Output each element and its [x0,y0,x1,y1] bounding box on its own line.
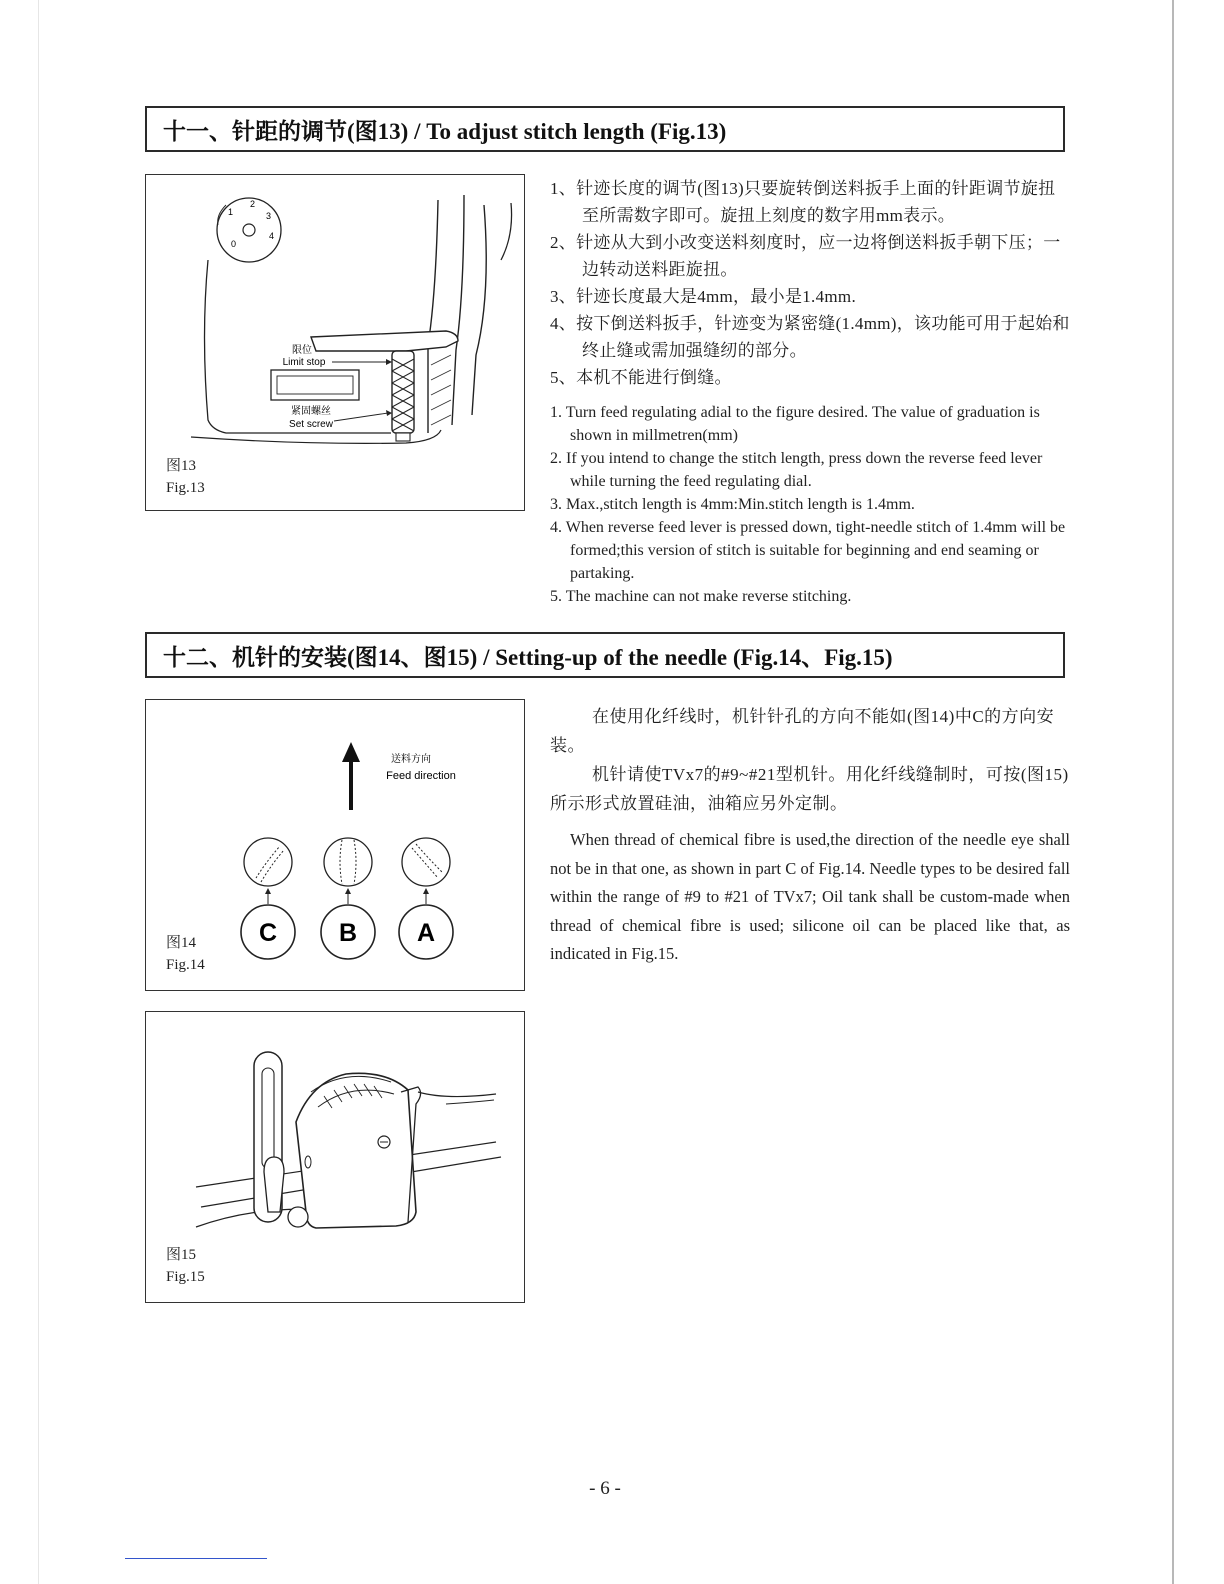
cn-item-5: 5、本机不能进行倒缝。 [550,368,732,387]
letter-a: A [416,919,436,947]
figure-13-caption [166,455,205,499]
letter-c: C [258,919,278,947]
figure-14-caption [166,932,205,976]
cn-item-3: 3、针迹长度最大是4mm，最小是1.4mm. [550,287,856,306]
figure-14-caption-cn: 图14 [166,935,197,951]
section-12-cn-para-1: 在使用化纤线时，机针针孔的方向不能如(图14)中C的方向安装。 [550,707,1055,755]
knob-base [396,433,410,441]
figure-13 [145,174,525,511]
letter-b: B [338,919,358,947]
figure-13-caption-en: Fig.13 [166,480,205,496]
set-screw-label-cn: 紧固螺丝 [291,406,331,417]
reverse-feed-lever [311,331,458,351]
section-12-heading [145,632,1065,678]
page-edge-left [38,0,39,1584]
dial-digit-2: 2 [250,199,256,209]
arm-hatching [431,355,451,425]
section-11-heading [145,106,1065,152]
limit-stop-arrow [386,359,392,365]
en-item-3: 3. Max.,stitch length is 4mm:Min.stitch length is 1.4mm. [550,496,915,513]
en-item-4: 4. When reverse feed lever is pressed down, tight-needle stitch of 1.4mm will be formed;this version of stitch is suitable for beginning and end seaming or partaking. [550,519,1066,582]
figure-15 [145,1011,525,1303]
limit-stop-label-cn: 限位 [292,345,312,356]
arm-line-1 [428,200,438,433]
arm-line-2 [452,195,464,425]
section-12-en-para: When thread of chemical fibre is used,the direction of the needle eye shall not be in that one, as shown in part C of Fig.14. Needle types to be desired fall within the range of #9 to #21 of TVx7; Oil tank shall be custom-made when thread of chemical fibre is used; silicone oil can be placed like that, as indicated in Fig.15. [550,830,1070,963]
dial-digit-3: 3 [266,211,272,221]
feed-direction-arrowhead [342,742,360,762]
section-12-title: 十二、机针的安装(图14、图15) / Setting-up of the needle (Fig.14、Fig.15) [163,644,893,670]
oil-tank-body [296,1073,416,1228]
limit-stop-label-en: Limit stop [282,357,326,368]
page-number: - 6 - [589,1478,621,1499]
needle-eye-c [244,838,292,886]
feed-direction-label-cn: 送料方向 [391,754,431,765]
figure-15-caption [166,1244,205,1288]
slot-window [271,370,359,400]
section-12-cn-para-2: 机针请使TVx7的#9~#21型机针。用化纤线缝制时，可按(图15)所示形式放置硅油，油箱应另外定制。 [550,765,1069,813]
set-screw-leader [334,413,388,421]
arrowhead-c [265,888,271,894]
section-11-en-list [550,401,1070,608]
section-11-cn-list [550,175,1070,391]
cn-item-1: 1、针迹长度的调节(图13)只要旋转倒送料扳手上面的针距调节旋扭至所需数字即可。旋扭上刻度的数字用mm表示。 [550,179,1056,225]
thread-out-1 [418,1092,496,1097]
arrowhead-a [423,888,429,894]
set-screw-label-en: Set screw [289,419,333,430]
bottom-knob [288,1207,308,1227]
figure-14 [145,699,525,991]
keyhole-piece [264,1157,284,1212]
figure-15-caption-cn: 图15 [166,1247,197,1263]
section-11-text [550,175,1070,608]
bottom-rule [125,1558,267,1559]
figure-14-caption-en: Fig.14 [166,957,205,973]
dial-digit-4: 4 [269,231,275,241]
section-12-text [550,702,1070,969]
arm-line-3 [472,205,486,415]
en-item-2: 2. If you intend to change the stitch length, press down the reverse feed lever while turning the feed regulating dial. [550,450,1043,490]
section-11-title: 十一、针距的调节(图13) / To adjust stitch length (Fig.13) [163,118,727,144]
arrowhead-b [345,888,351,894]
figure-15-caption-en: Fig.15 [166,1269,205,1285]
needle-eye-b [324,838,372,886]
set-screw-arrow [386,410,392,416]
en-item-1: 1. Turn feed regulating adial to the figure desired. The value of graduation is shown in millmetren(mm) [550,404,1040,444]
cn-item-2: 2、针迹从大到小改变送料刻度时，应一边将倒送料扳手朝下压；一边转动送料距旋扭。 [550,233,1061,279]
dial-digit-1: 1 [228,207,234,217]
arm-line-4 [501,203,512,260]
page-edge-right [1172,0,1174,1584]
thread-out-2 [446,1100,494,1104]
en-item-5: 5. The machine can not make reverse stitching. [550,588,852,605]
figure-13-caption-cn: 图13 [166,458,197,474]
slot-plate-slot [262,1068,274,1168]
feed-direction-label-en: Feed direction [386,770,456,782]
needle-eye-a [402,838,450,886]
tank-hole [305,1156,311,1168]
dial-center [243,224,255,236]
dial-digit-0: 0 [231,239,237,249]
cn-item-4: 4、按下倒送料扳手，针迹变为紧密缝(1.4mm)，该功能可用于起始和终止缝或需加强缝纫的部分。 [550,314,1070,360]
